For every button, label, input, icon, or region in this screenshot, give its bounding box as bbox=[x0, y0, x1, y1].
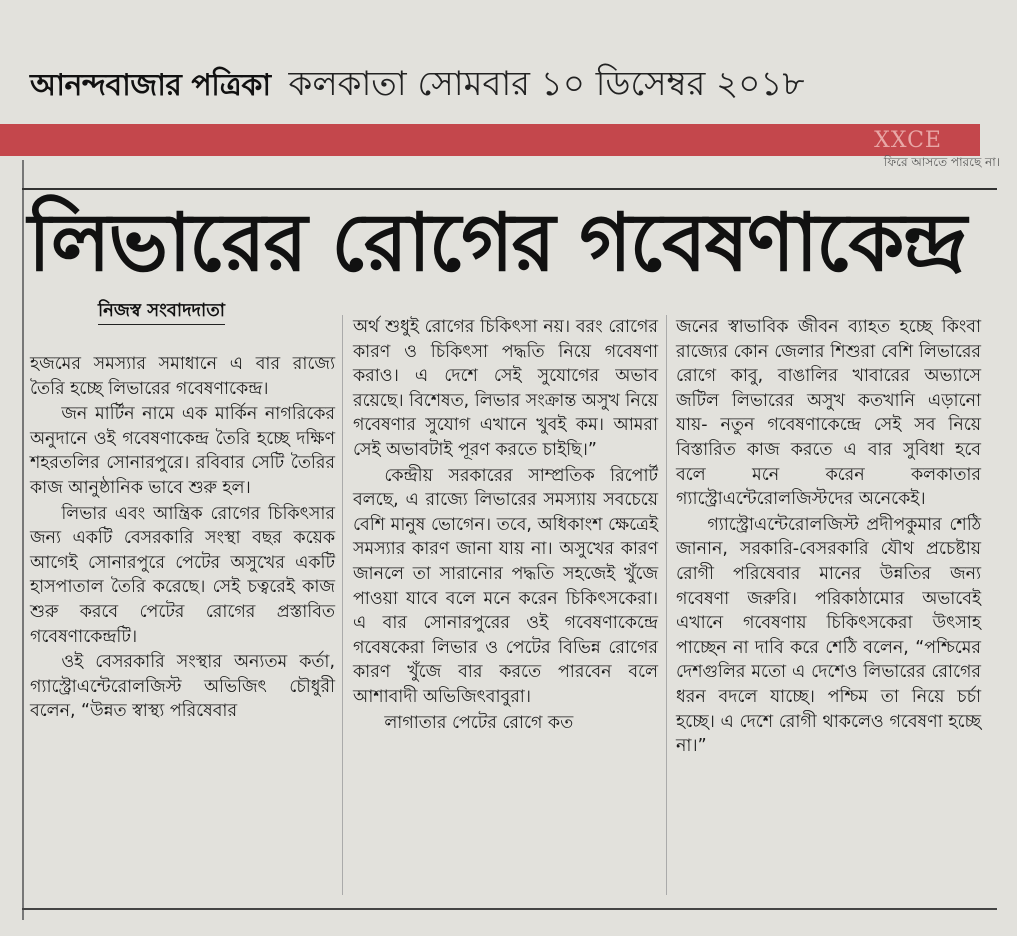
paragraph: জন মার্টিন নামে এক মার্কিন নাগরিকের অনুদানে ওই গবেষণাকেন্দ্র তৈরি হচ্ছে দক্ষিণ শহরতলির সোনারপুরে। রবিবার সেটি তৈরির কাজ আনুষ্ঠানিক ভাবে শুরু হল। bbox=[30, 404, 335, 498]
paragraph: ওই বেসরকারি সংস্থার অন্যতম কর্তা, গ্যাস্ট্রোএন্টেরোলজিস্ট অভিজিৎ চৌধুরী বলেন, “উন্নত স্বাস্থ্য পরিষেবার bbox=[30, 652, 335, 722]
paragraph: লিভার এবং আন্ত্রিক রোগের চিকিৎসার জন্য একটি বেসরকারি সংস্থা বছর কয়েক আগেই সোনারপুরে পেটের অসুখের একটি হাসপাতাল তৈরি করেছে। সেই চত্বরেই কাজ শুরু করবে পেটের রোগের প্রস্তাবিত গবেষণাকেন্দ্রটি। bbox=[30, 503, 335, 647]
paragraph: গ্যাস্ট্রোএন্টেরোলজিস্ট প্রদীপকুমার শেঠি জানান, সরকারি-বেসরকারি যৌথ প্রচেষ্টায় রোগী পরিষেবার মানের উন্নতির জন্য গবেষণা জরুরি। পরিকাঠামোর অভাবেই এখানে গবেষণায় চিকিৎসকেরা উৎসাহ পাচ্ছেন না দাবি করে শেঠি বলেন, “পশ্চিমের দেশগুলির মতো এ দেশেও লিভারের রোগের ধরন বদলে যাচ্ছে। পশ্চিম তা নিয়ে চর্চা হচ্ছে। এ দেশে রোগী থাকলেও গবেষণা হচ্ছে না।” bbox=[676, 514, 981, 757]
article-headline: লিভারের রোগের গবেষণাকেন্দ্র bbox=[28, 196, 966, 289]
page-banner bbox=[0, 124, 980, 156]
article-column-3 bbox=[676, 315, 981, 905]
newspaper-logo: আনন্দবাজার পত্রিকা bbox=[30, 67, 271, 103]
column-divider bbox=[666, 315, 667, 895]
article-column-1 bbox=[30, 352, 335, 892]
dateline: কলকাতা সোমবার ১০ ডিসেম্বর ২০১৮ bbox=[288, 63, 805, 104]
previous-article-fragment: ফিরে আসতে পারছে না। bbox=[883, 155, 1000, 168]
article-byline: নিজস্ব সংবাদদাতা bbox=[98, 296, 225, 325]
paragraph: লাগাতার পেটের রোগে কত bbox=[384, 712, 574, 733]
paragraph: অর্থ শুধুই রোগের চিকিৎসা নয়। বরং রোগের কারণ ও চিকিৎসা পদ্ধতি নিয়ে গবেষণা করাও। এ দেশে সেই সুযোগের অভাব রয়েছে। বিশেষত, লিভার সংক্রান্ত অসুখ নিয়ে গবেষণার সুযোগ এখানে খুবই কম। আমরা সেই অভাবটাই পূরণ করতে চাইছি।” bbox=[353, 317, 658, 460]
page-code: XXCE bbox=[874, 128, 942, 153]
masthead bbox=[30, 60, 990, 112]
column-divider bbox=[342, 315, 343, 895]
bottom-rule bbox=[22, 908, 997, 910]
paragraph: জনের স্বাভাবিক জীবন ব্যাহত হচ্ছে কিংবা রাজ্যের কোন জেলার শিশুরা বেশি লিভারের রোগে কাবু, বাঙালির খাবারের অভ্যাসে জটিল লিভারের অসুখ কতখানি এড়ানো যায়- নতুন গবেষণাকেন্দ্রে সেই সব নিয়ে বিস্তারিত কাজ করতে এ বার সুবিধা হবে বলে মনে করেন কলকাতার গ্যাস্ট্রোএন্টেরোলজিস্টদের অনেকেই। bbox=[676, 317, 981, 510]
left-rule bbox=[22, 160, 24, 920]
paragraph: কেন্দ্রীয় সরকারের সাম্প্রতিক রিপোর্ট বলছে, এ রাজ্যে লিভারের সমস্যায় সবচেয়ে বেশি মানুষ ভোগেন। তবে, অধিকাংশ ক্ষেত্রেই সমস্যার কারণ জানা যায় না। অসুখের কারণ জানলে তা সারানোর পদ্ধতি সহজেই খুঁজে পাওয়া যাবে বলে মনে করেন চিকিৎসকেরা। এ বার সোনারপুরের ওই গবেষণাকেন্দ্রে গবেষকেরা লিভার ও পেটের বিভিন্ন রোগের কারণ খুঁজে বার করতে পারবেন বলে আশাবাদী অভিজিৎবাবুরা। bbox=[353, 465, 658, 707]
paragraph: হজমের সমস্যার সমাধানে এ বার রাজ্যে তৈরি হচ্ছে লিভারের গবেষণাকেন্দ্র। bbox=[30, 354, 335, 399]
article-column-2 bbox=[353, 315, 658, 895]
